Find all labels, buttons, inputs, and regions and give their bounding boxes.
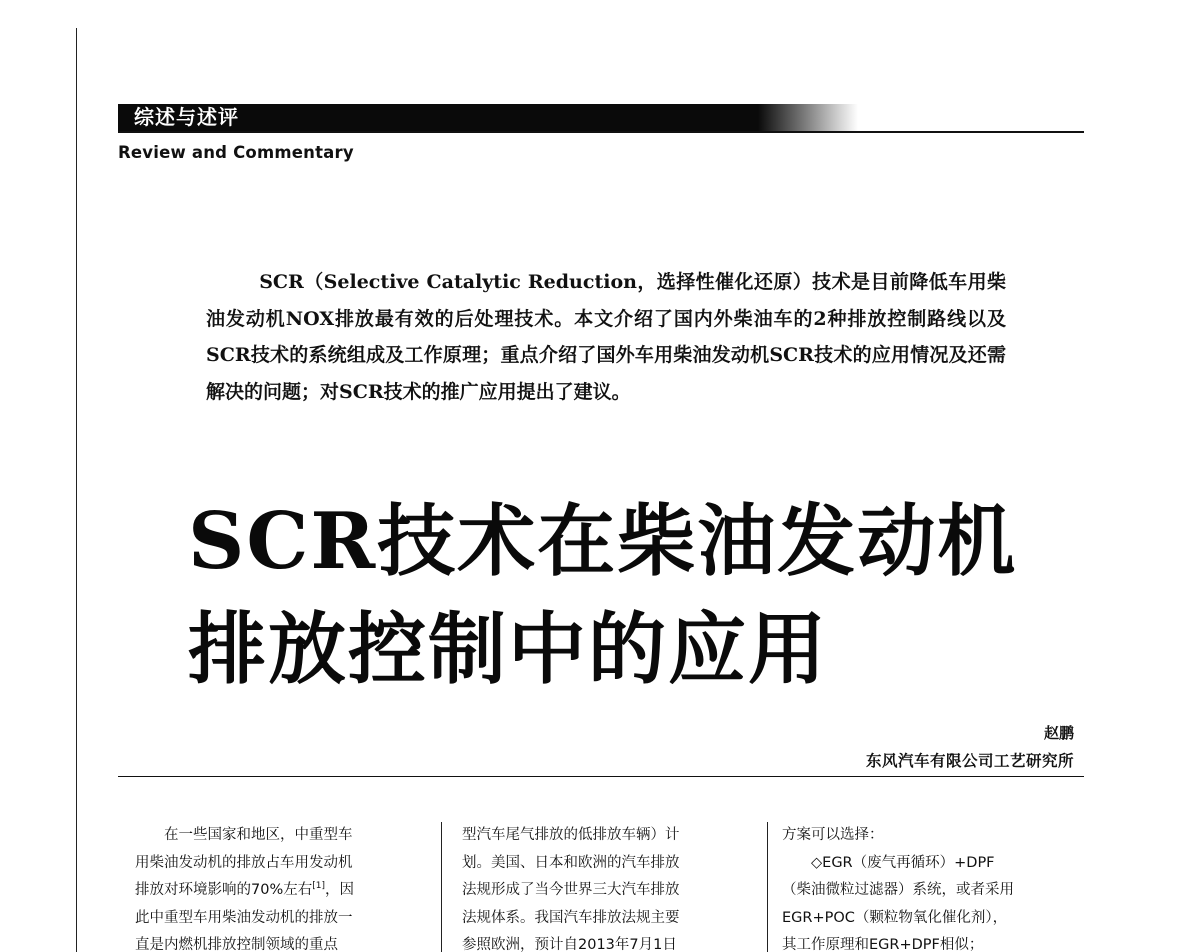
article-title (188, 488, 1088, 704)
body-line: EGR+POC（颗粒物氧化催化剂）， (782, 909, 1008, 926)
body-line: 用柴油发动机的排放占车用发动机 (135, 854, 353, 871)
section-header-fade (758, 104, 858, 131)
body-divider (118, 776, 1084, 777)
body-line: 方案可以选择： (782, 827, 884, 843)
reference-marker: [1] (312, 881, 325, 892)
abstract: SCR（Selective Catalytic Reduction，选择性催化还原）技术是目前降低车用柴油发动机NOX排放最有效的后处理技术。本文介绍了国内外柴油车的2种排放控制路线以及SCR技术的系统组成及工作原理；重点介绍了国外车用柴油发动机SCR技术的应用情况及还需解决的问题；对SCR技术的推广应用提出了建议。 (206, 271, 1006, 403)
body-column-3 (782, 822, 1082, 952)
body-line: 参照欧洲，预计自2013年7月1日 (462, 937, 677, 952)
body-line: 此中重型车用柴油发动机的排放一 (135, 909, 353, 926)
body-column-2 (462, 822, 754, 952)
column-divider (441, 822, 442, 952)
section-header-line (118, 131, 1084, 133)
body-line: 直是内燃机排放控制领域的重点 (135, 937, 338, 952)
body-line: 在一些国家和地区，中重型车 (164, 827, 353, 843)
body-line: 型汽车尾气排放的低排放车辆）计 (462, 827, 680, 843)
author-name: 赵鹏 (1043, 724, 1074, 742)
body-line-text: ，因 (324, 882, 354, 898)
body-line: 法规形成了当今世界三大汽车排放 (462, 882, 680, 898)
body-line: 其工作原理和EGR+DPF相似； (782, 937, 984, 952)
body-line-text: 排放对环境影响的70%左右 (135, 882, 313, 898)
column-divider (767, 822, 768, 952)
body-column-1 (135, 822, 427, 952)
title-line-1: SCR技术在柴油发动机 (188, 496, 1018, 587)
section-label-cn: 综述与述评 (134, 105, 239, 129)
section-label-en: Review and Commentary (118, 143, 354, 162)
body-line: 划。美国、日本和欧洲的汽车排放 (462, 854, 680, 871)
section-header (118, 102, 1084, 132)
body-line-with-ref (135, 877, 427, 905)
body-line: ◇EGR（废气再循环）+DPF (811, 854, 995, 871)
body-line: （柴油微粒过滤器）系统，或者采用 (782, 882, 1014, 898)
title-line-2: 排放控制中的应用 (188, 604, 829, 695)
left-margin-rule (76, 28, 77, 952)
author-affiliation: 东风汽车有限公司工艺研究所 (865, 752, 1074, 770)
body-line: 法规体系。我国汽车排放法规主要 (462, 909, 680, 926)
